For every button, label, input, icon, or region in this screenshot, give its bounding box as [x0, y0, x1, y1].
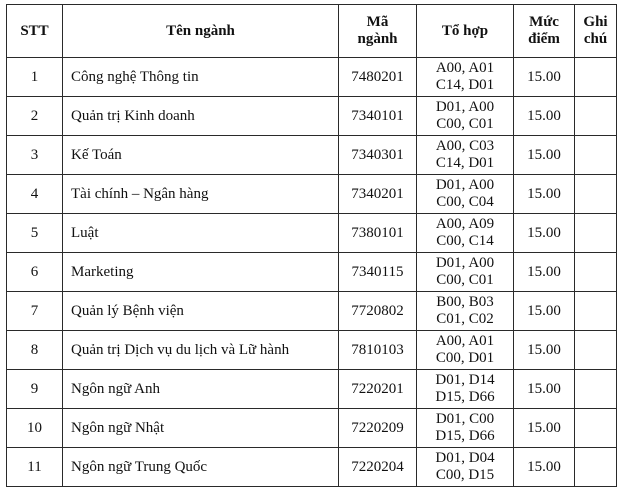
cell-note [575, 253, 617, 292]
cell-score: 15.00 [514, 370, 575, 409]
cell-combo [417, 292, 514, 331]
table-body [7, 58, 617, 487]
cell-stt: 9 [7, 370, 63, 409]
cell-combo [417, 448, 514, 487]
cell-stt: 8 [7, 331, 63, 370]
cell-stt: 1 [7, 58, 63, 97]
admission-score-table [6, 4, 617, 487]
cell-combo [417, 58, 514, 97]
header-code-line1: Mã [366, 14, 389, 30]
table-row [7, 370, 617, 409]
cell-score: 15.00 [514, 292, 575, 331]
cell-code: 7340301 [339, 136, 417, 175]
cell-name: Quản lý Bệnh viện [63, 292, 339, 331]
table-row [7, 409, 617, 448]
cell-combo-line1: D01, D14 [435, 372, 495, 388]
cell-note [575, 292, 617, 331]
header-code-line2: ngành [357, 31, 398, 47]
cell-name: Tài chính – Ngân hàng [63, 175, 339, 214]
header-code [339, 5, 417, 58]
cell-name: Ngôn ngữ Anh [63, 370, 339, 409]
cell-score: 15.00 [514, 214, 575, 253]
header-note [575, 5, 617, 58]
cell-name: Quản trị Kinh doanh [63, 97, 339, 136]
header-score-line2: điểm [528, 31, 560, 47]
header-note-line2: chú [583, 31, 608, 47]
table-row [7, 331, 617, 370]
cell-score: 15.00 [514, 136, 575, 175]
cell-note [575, 331, 617, 370]
cell-combo-line1: A00, C03 [435, 138, 495, 154]
cell-score: 15.00 [514, 253, 575, 292]
cell-combo-line1: A00, A01 [435, 333, 495, 349]
cell-note [575, 175, 617, 214]
cell-name: Luật [63, 214, 339, 253]
cell-code: 7340115 [339, 253, 417, 292]
table-row [7, 175, 617, 214]
cell-combo [417, 214, 514, 253]
header-note-line1: Ghi [583, 14, 608, 30]
cell-code: 7340201 [339, 175, 417, 214]
cell-combo-line2: C00, C04 [436, 194, 494, 210]
cell-note [575, 214, 617, 253]
cell-code: 7720802 [339, 292, 417, 331]
cell-code: 7380101 [339, 214, 417, 253]
header-score-line1: Mức [529, 14, 559, 30]
cell-note [575, 58, 617, 97]
cell-score: 15.00 [514, 448, 575, 487]
cell-stt: 10 [7, 409, 63, 448]
cell-note [575, 136, 617, 175]
cell-combo-line1: B00, B03 [436, 294, 494, 310]
cell-combo-line1: A00, A09 [435, 216, 495, 232]
cell-note [575, 448, 617, 487]
cell-combo [417, 331, 514, 370]
cell-code: 7220201 [339, 370, 417, 409]
header-stt: STT [7, 5, 63, 58]
cell-combo [417, 136, 514, 175]
cell-note [575, 97, 617, 136]
cell-name: Ngôn ngữ Trung Quốc [63, 448, 339, 487]
table-row [7, 448, 617, 487]
cell-combo-line1: A00, A01 [435, 60, 495, 76]
cell-stt: 2 [7, 97, 63, 136]
cell-name: Marketing [63, 253, 339, 292]
cell-score: 15.00 [514, 58, 575, 97]
cell-stt: 7 [7, 292, 63, 331]
cell-stt: 6 [7, 253, 63, 292]
cell-code: 7340101 [339, 97, 417, 136]
cell-score: 15.00 [514, 409, 575, 448]
cell-score: 15.00 [514, 175, 575, 214]
cell-combo-line2: C00, C14 [436, 233, 494, 249]
cell-combo-line2: C14, D01 [435, 77, 495, 93]
table-row [7, 214, 617, 253]
cell-combo-line2: C00, D15 [435, 467, 495, 483]
table-row [7, 292, 617, 331]
cell-combo-line1: D01, D04 [435, 450, 495, 466]
cell-combo-line1: D01, A00 [435, 255, 495, 271]
cell-combo-line2: C01, C02 [436, 311, 494, 327]
cell-combo [417, 175, 514, 214]
cell-combo-line2: D15, D66 [435, 389, 495, 405]
cell-combo-line1: D01, A00 [435, 177, 495, 193]
cell-stt: 5 [7, 214, 63, 253]
cell-combo-line2: D15, D66 [435, 428, 495, 444]
header-name: Tên ngành [63, 5, 339, 58]
header-score [514, 5, 575, 58]
cell-name: Kế Toán [63, 136, 339, 175]
cell-combo-line2: C00, D01 [435, 350, 495, 366]
cell-code: 7220209 [339, 409, 417, 448]
cell-combo [417, 97, 514, 136]
cell-combo [417, 409, 514, 448]
cell-note [575, 370, 617, 409]
cell-stt: 4 [7, 175, 63, 214]
cell-combo-line2: C14, D01 [435, 155, 495, 171]
cell-code: 7480201 [339, 58, 417, 97]
cell-name: Ngôn ngữ Nhật [63, 409, 339, 448]
cell-stt: 11 [7, 448, 63, 487]
cell-combo [417, 253, 514, 292]
cell-combo-line1: D01, C00 [435, 411, 495, 427]
table-row [7, 97, 617, 136]
cell-combo-line2: C00, C01 [436, 116, 494, 132]
cell-stt: 3 [7, 136, 63, 175]
cell-combo [417, 370, 514, 409]
cell-note [575, 409, 617, 448]
cell-name: Công nghệ Thông tin [63, 58, 339, 97]
cell-name: Quản trị Dịch vụ du lịch và Lữ hành [63, 331, 339, 370]
cell-score: 15.00 [514, 97, 575, 136]
cell-combo-line2: C00, C01 [436, 272, 494, 288]
cell-code: 7220204 [339, 448, 417, 487]
table-row [7, 58, 617, 97]
admission-score-table-container [6, 4, 617, 487]
table-row [7, 136, 617, 175]
cell-code: 7810103 [339, 331, 417, 370]
table-header-row [7, 5, 617, 58]
header-combo: Tổ hợp [417, 5, 514, 58]
table-row [7, 253, 617, 292]
cell-score: 15.00 [514, 331, 575, 370]
cell-combo-line1: D01, A00 [435, 99, 495, 115]
